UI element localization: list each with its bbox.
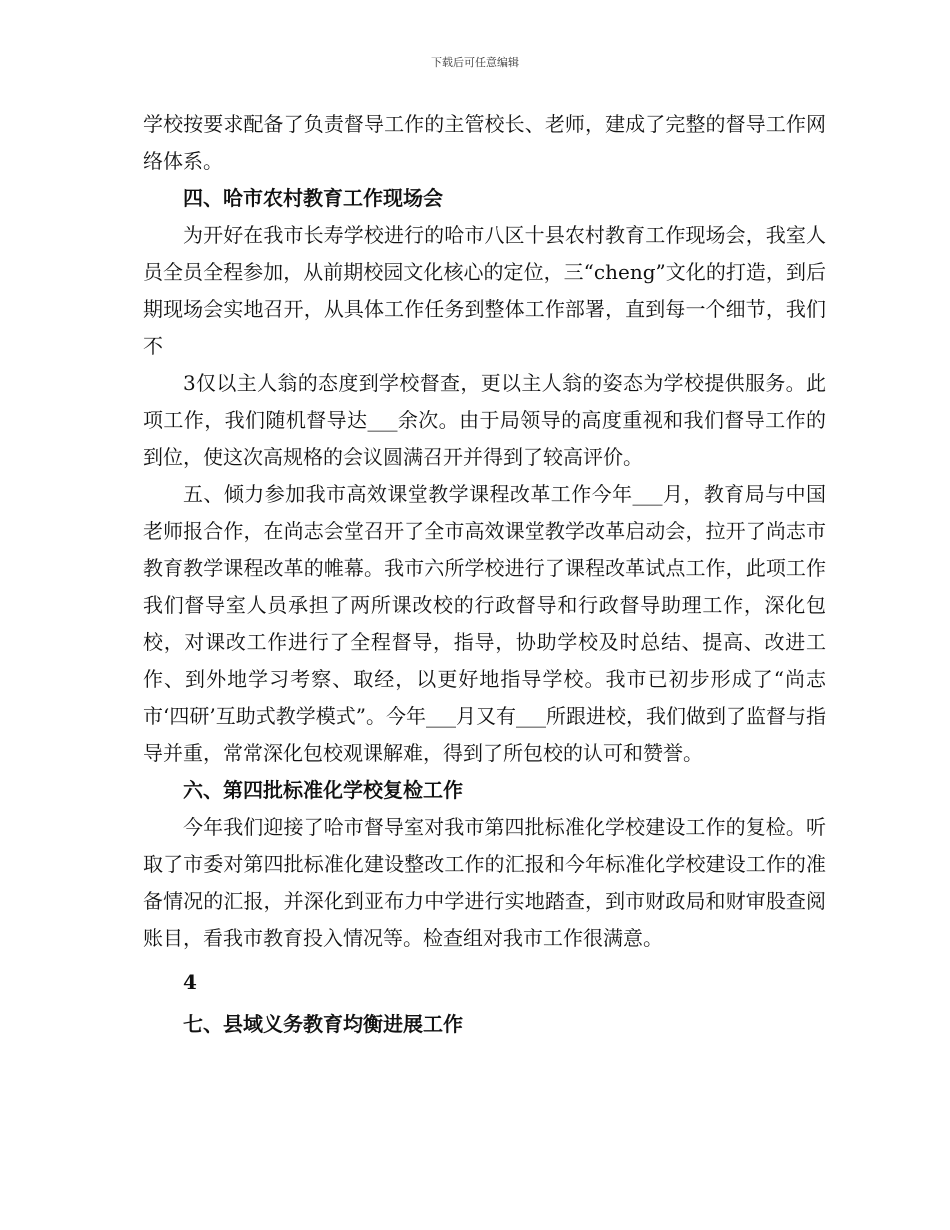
section-heading-4: 四、哈市农村教育工作现场会 — [183, 186, 443, 210]
paragraph: 今年我们迎接了哈市督导室对我市第四批标准化学校建设工作的复检。听取了市委对第四批标准化建设整改工作的汇报和今年标准化学校建设工作的准备情况的汇报，并深化到亚布力中学进行实地踏查，到市财政局和财审股查阅账目，看我市教育投入情况等。检查组对我市工作很满意。 — [143, 815, 826, 950]
paragraph: 3仅以主人翁的态度到学校督查，更以主人翁的姿态为学校提供服务。此项工作，我们随机督导达___余次。由于局领导的高度重视和我们督导工作的到位，使这次高规格的会议圆满召开并得到了较高评价。 — [143, 371, 826, 469]
page-header: 下载后可任意编辑 — [431, 56, 519, 69]
section-heading-6: 六、第四批标准化学校复检工作 — [183, 778, 463, 802]
paragraph: 为开好在我市长寿学校进行的哈市八区十县农村教育工作现场会，我室人员全员全程参加，从前期校园文化核心的定位，三“cheng”文化的打造，到后期现场会实地召开，从具体工作任务到整体工作部署，直到每一个细节，我们不 — [143, 223, 826, 358]
paragraph: 五、倾力参加我市高效课堂教学课程改革工作今年___月，教育局与中国老师报合作，在尚志会堂召开了全市高效课堂教学改革启动会，拉开了尚志市教育教学课程改革的帷幕。我市六所学校进行了课程改革试点工作，此项工作我们督导室人员承担了两所课改校的行政督导和行政督导助理工作，深化包校，对课改工作进行了全程督导，指导，协助学校及时总结、提高、改进工作、到外地学习考察、取经，以更好地指导学校。我市已初步形成了“尚志市‘四研’互助式教学模式”。今年___月又有___所跟进校，我们做到了监督与指导并重，常常深化包校观课解难，得到了所包校的认可和赞誉。 — [143, 482, 826, 765]
page-number: 4 — [183, 970, 197, 994]
paragraph: 学校按要求配备了负责督导工作的主管校长、老师，建成了完整的督导工作网络体系。 — [143, 112, 826, 173]
section-heading-7: 七、县域义务教育均衡进展工作 — [183, 1012, 463, 1036]
document-body — [143, 106, 826, 1043]
